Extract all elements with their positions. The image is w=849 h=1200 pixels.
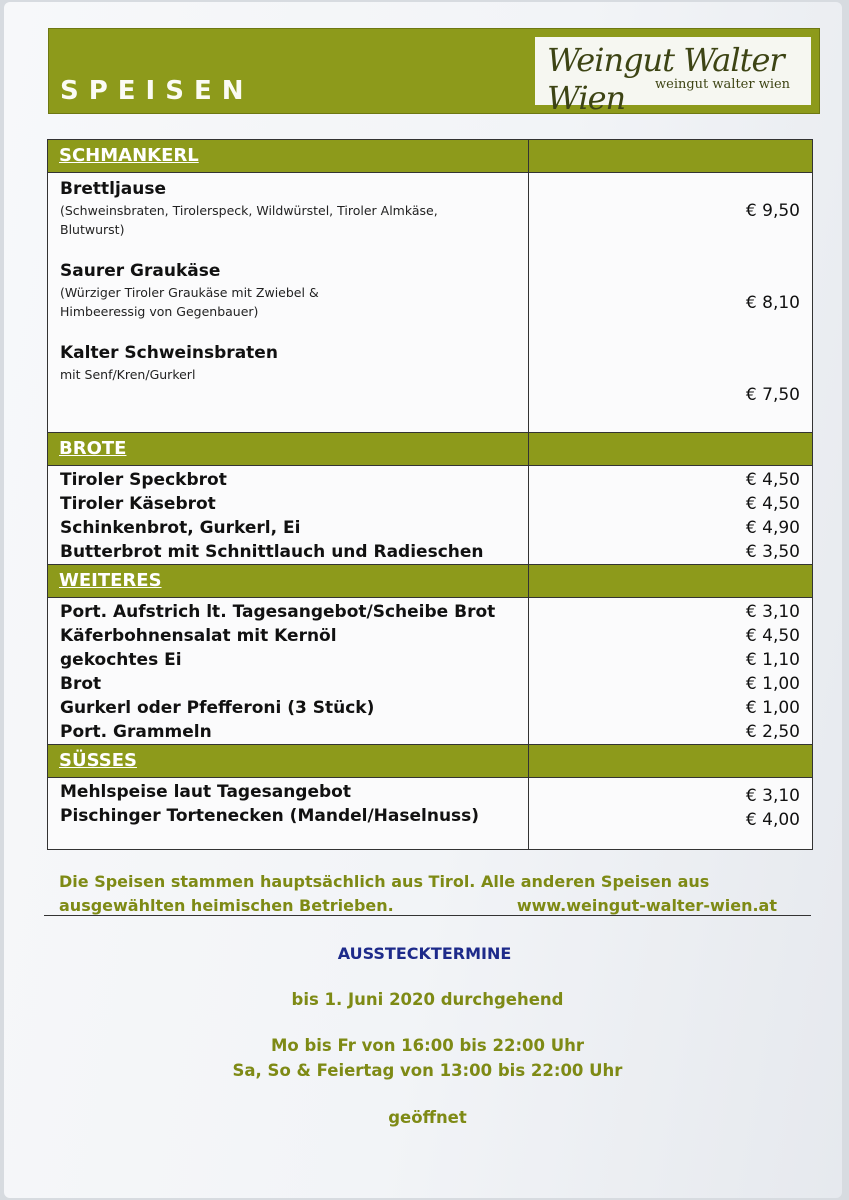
menu-item (48, 341, 528, 384)
note-line-2: ausgewählten heimischen Betrieben. (59, 896, 394, 915)
item-name: Schinkenbrot, Gurkerl, Ei (60, 518, 301, 538)
section-body-weiteres (48, 598, 813, 745)
item-price: € 4,90 (745, 518, 800, 538)
item-price: € 4,50 (745, 470, 800, 490)
section-header-brote (48, 433, 813, 466)
section-header-suesses (48, 745, 813, 778)
item-name: Gurkerl oder Pfefferoni (3 Stück) (60, 698, 375, 718)
aussteck-period: bis 1. Juni 2020 durchgehend (291, 990, 564, 1009)
section-label: SÜSSES (59, 750, 137, 771)
item-name: Tiroler Speckbrot (60, 470, 227, 490)
menu-item (48, 259, 528, 321)
winery-logo (535, 37, 811, 117)
item-name: Käferbohnensalat mit Kernöl (60, 626, 337, 646)
item-price: € 2,50 (745, 722, 800, 742)
aussteck-title: AUSSTECKTERMINE (337, 944, 512, 963)
item-name: Brettljause (60, 179, 167, 199)
menu-table (47, 139, 813, 850)
item-name: Butterbrot mit Schnittlauch und Radieschen (60, 542, 484, 562)
item-price: € 9,50 (745, 201, 800, 221)
section-body-schmankerl (48, 173, 813, 433)
item-name: Mehlspeise laut Tagesangebot (60, 782, 351, 802)
item-description: (Schweinsbraten, Tirolerspeck, Wildwürstel, Tiroler Almkäse, (60, 203, 438, 218)
item-name: Brot (60, 674, 102, 694)
note-line-1: Die Speisen stammen hauptsächlich aus Tirol. Alle anderen Speisen aus (59, 872, 710, 891)
logo-script: Weingut Walter Wien (547, 41, 784, 117)
item-name: Pischinger Tortenecken (Mandel/Haselnuss) (60, 806, 480, 826)
item-name: Kalter Schweinsbraten (60, 343, 278, 363)
page-title: SPEISEN (60, 76, 254, 106)
section-body-brote (48, 466, 813, 565)
section-body-suesses (48, 778, 813, 850)
item-price: € 4,50 (745, 494, 800, 514)
section-header-weiteres (48, 565, 813, 598)
logo-subtitle: weingut walter wien (655, 77, 791, 92)
item-price: € 1,10 (745, 650, 800, 670)
section-label: WEITERES (59, 570, 162, 591)
item-description: Himbeeressig von Gegenbauer) (60, 304, 259, 319)
aussteck-weekdays: Mo bis Fr von 16:00 bis 22:00 Uhr (270, 1036, 585, 1055)
menu-item (48, 177, 528, 239)
website-link[interactable]: www.weingut-walter-wien.at (516, 896, 777, 915)
section-label: BROTE (59, 438, 127, 459)
aussteck-weekend: Sa, So & Feiertag von 13:00 bis 22:00 Uhr (232, 1061, 623, 1080)
item-name: Saurer Graukäse (60, 261, 221, 281)
item-description: (Würziger Tiroler Graukäse mit Zwiebel & (60, 285, 319, 300)
origin-note (59, 870, 799, 918)
item-price: € 8,10 (745, 293, 800, 313)
item-name: gekochtes Ei (60, 650, 182, 670)
item-description: mit Senf/Kren/Gurkerl (60, 367, 196, 382)
item-price: € 3,10 (745, 786, 800, 806)
section-header-schmankerl (48, 140, 813, 173)
item-price: € 4,00 (745, 810, 800, 830)
item-price: € 3,50 (745, 542, 800, 562)
item-name: Tiroler Käsebrot (60, 494, 216, 514)
divider (44, 915, 811, 916)
item-name: Port. Aufstrich lt. Tagesangebot/Scheibe Brot (60, 602, 496, 622)
item-price: € 3,10 (745, 602, 800, 622)
item-price: € 4,50 (745, 626, 800, 646)
aussteck-open: geöffnet (388, 1108, 467, 1127)
item-description: Blutwurst) (60, 222, 125, 237)
item-name: Port. Grammeln (60, 722, 212, 742)
section-label: SCHMANKERL (59, 145, 199, 166)
item-price: € 1,00 (745, 674, 800, 694)
item-price: € 1,00 (745, 698, 800, 718)
item-price: € 7,50 (745, 385, 800, 405)
